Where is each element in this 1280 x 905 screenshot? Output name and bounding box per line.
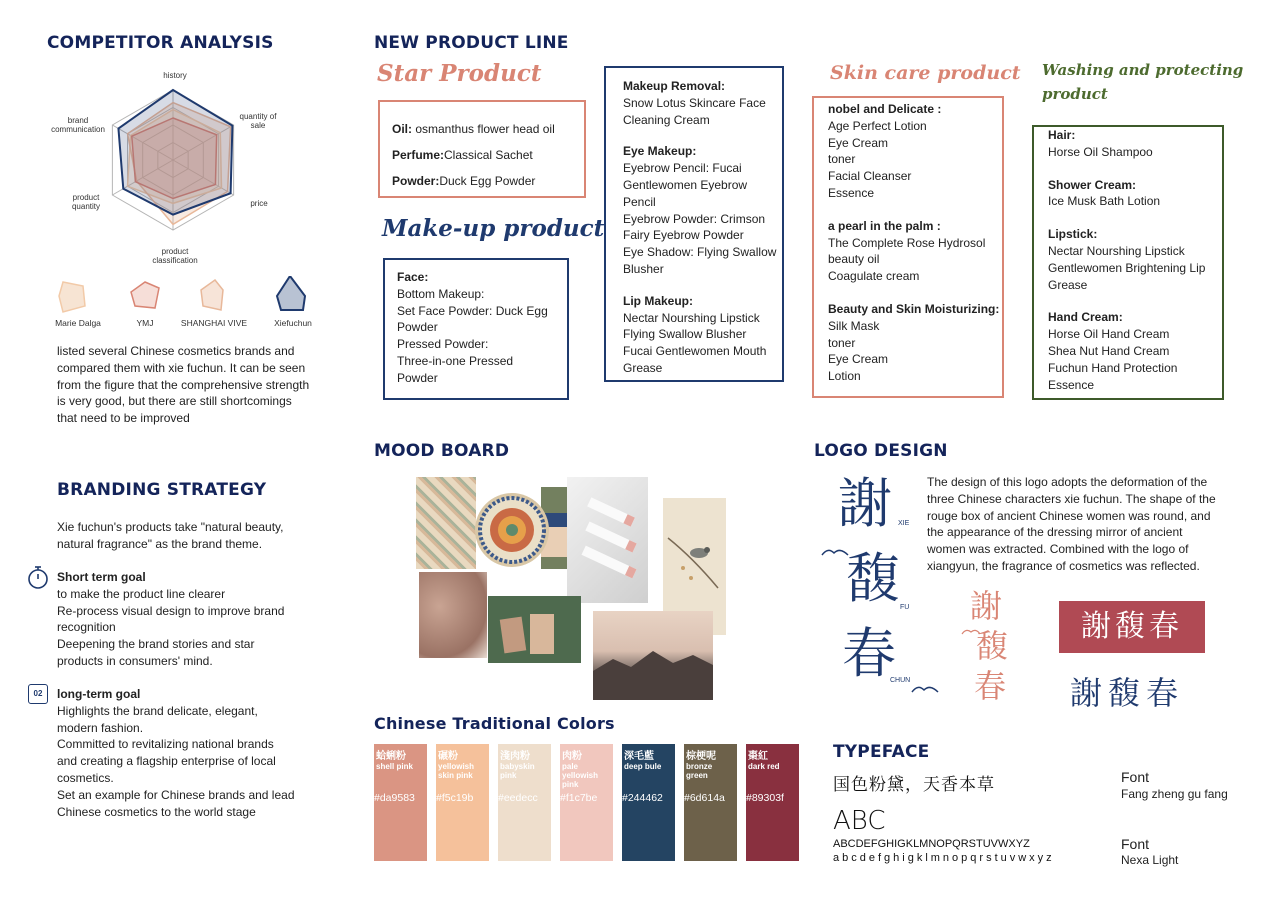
star-item-value: Classical Sachet (444, 148, 533, 162)
axis-label-history: history (163, 71, 187, 80)
cloud-icon (820, 545, 850, 559)
goal-line: Re-process visual design to improve brand (57, 603, 285, 618)
product-line: toner (828, 335, 856, 350)
swatch-cn-name: 肉粉 (562, 751, 582, 762)
star-item-label: Powder: (392, 174, 440, 188)
product-line: Eyebrow Pencil: Fucai (623, 161, 742, 176)
product-line: Cleaning Cream (623, 112, 710, 127)
desc-line: from the figure that the comprehensive strength (57, 377, 310, 392)
swatch-cn-name: 棗紅 (748, 751, 768, 762)
product-line: toner (828, 152, 856, 167)
product-line: beauty oil (828, 252, 880, 267)
product-line: Coagulate cream (828, 269, 920, 284)
category-head: Hand Cream: (1048, 310, 1123, 325)
font-label-1: Font (1121, 769, 1150, 785)
product-line-title: NEW PRODUCT LINE (374, 33, 569, 53)
radar-series-xie (118, 90, 232, 215)
stopwatch-icon (26, 564, 50, 590)
face-line: Powder (397, 320, 438, 335)
washing-title (1042, 58, 1243, 106)
swatch-cn-name: 深毛藍 (624, 751, 654, 762)
logo-horizontal-plain (1070, 668, 1184, 714)
color-swatch (560, 744, 613, 861)
category-head: Lipstick: (1048, 227, 1098, 242)
face-label: Face: (397, 270, 429, 284)
product-line: Silk Mask (828, 318, 880, 333)
intro-line: natural fragrance" as the brand theme. (57, 536, 263, 551)
product-line: Snow Lotus Skincare Face (623, 95, 766, 110)
swatch-en-name: deep bule (624, 762, 662, 771)
category-head: Beauty and Skin Moisturizing: (828, 301, 1000, 316)
tubes-photo-image (567, 477, 648, 603)
goal-line: Set an example for Chinese brands and lead (57, 787, 295, 802)
star-item-value: osmanthus flower head oil (412, 122, 555, 136)
star-product-title: Star Product (377, 60, 542, 87)
goal-line: Committed to revitalizing national brands (57, 737, 274, 752)
legend-label-marie: Marie Dalga (55, 318, 101, 328)
category-head: Hair: (1048, 128, 1076, 142)
product-line: Flying Swallow Blusher (623, 327, 747, 342)
logo-horizontal-badge (1059, 601, 1205, 653)
swatch-en-name: shell pink (376, 762, 413, 771)
color-swatch (622, 744, 675, 861)
mountain-icon (593, 611, 713, 700)
axis-label-product-classification: product classification (152, 247, 198, 265)
logo-small-char-fu: 馥 (976, 627, 1009, 665)
logo-char-fu: 馥 (846, 547, 900, 610)
product-line: Eye Cream (828, 135, 889, 150)
swatch-en-name: babyskin pink (500, 762, 535, 780)
branding-title: BRANDING STRATEGY (57, 480, 267, 500)
product-line: Essence (828, 185, 875, 200)
typeface-upper: ABCDEFGHIGKLMNOPQRSTUVWXYZ (833, 838, 1030, 850)
desc-line: is very good, but there are still shortcomings (57, 394, 292, 409)
calendar-badge: 02 (33, 689, 43, 698)
legend-icons (55, 276, 315, 318)
category-head: Makeup Removal: (623, 79, 726, 93)
legend-label-xie: Xiefuchun (274, 318, 312, 328)
category-head: nobel and Delicate : (828, 102, 942, 116)
goal-line: cosmetics. (57, 770, 114, 785)
long-term-title: long-term goal (57, 687, 141, 701)
skin-care-list (828, 101, 999, 385)
intro-line: Xie fuchun's products take "natural beauty, (57, 520, 284, 534)
axis-label-product-quantity: product quantity (71, 193, 101, 211)
plain-char-fu: 馥 (1108, 674, 1147, 712)
desc-line: listed several Chinese cosmetics brands and (57, 344, 295, 358)
skin-care-title: Skin care product (830, 62, 1021, 84)
product-line: Grease (1048, 277, 1088, 292)
product-line: Blusher (623, 261, 664, 276)
competitor-description (57, 343, 347, 427)
product-box-image (488, 596, 581, 663)
star-item (392, 168, 555, 194)
swatch-hex: #244462 (622, 792, 663, 804)
product-line: Lotion (828, 369, 861, 384)
logo-desc-line: the appearance of the dressing mirror of ancient (927, 525, 1183, 540)
product-line: Nectar Nourshing Lipstick (1048, 243, 1185, 258)
calendar-icon (28, 684, 48, 704)
product-line: Shea Nut Hand Cream (1048, 343, 1170, 358)
logo-pin-xie: XIE (898, 520, 910, 527)
color-swatch (498, 744, 551, 861)
face-line: Set Face Powder: Duck Egg (397, 303, 548, 318)
swatch-hex: #89303f (746, 792, 784, 804)
swatch-cn-name: 淺肉粉 (500, 751, 530, 762)
product-line: Fucai Gentlewomen Mouth (623, 344, 767, 359)
goal-line: Highlights the brand delicate, elegant, (57, 703, 258, 718)
logo-desc-line: xiangyun, the fragrance of cosmetics was reflected. (927, 558, 1200, 573)
swatch-en-name: dark red (748, 762, 780, 771)
cloud-icon (960, 626, 982, 636)
product-line: Eye Cream (828, 352, 889, 367)
logo-desc-line: rouge box of ancient Chinese women was round, and (927, 508, 1211, 523)
product-line: Fairy Eyebrow Powder (623, 228, 744, 243)
badge-char-xie: 謝 (1081, 609, 1115, 644)
swatch-cn-name: 棕梗呢 (686, 751, 716, 762)
desc-line: compared them with xie fuchun. It can be seen (57, 360, 306, 375)
face-line: Bottom Makeup: (397, 286, 485, 301)
legend-label-ymj: YMJ (136, 318, 154, 328)
logo-description (927, 474, 1247, 575)
logo-small-char-chun: 春 (974, 667, 1007, 705)
product-line: Facial Cleanser (828, 169, 912, 184)
product-line: Nectar Nourshing Lipstick (623, 310, 760, 325)
goal-line: Chinese cosmetics to the world stage (57, 804, 256, 819)
legend-marie-icon (59, 282, 85, 312)
competitor-title: COMPETITOR ANALYSIS (47, 33, 274, 53)
color-swatch (684, 744, 737, 861)
typeface-lower: abcdefghigklmnopqrstuvwxyz (833, 852, 1055, 864)
typeface-cn-sample: 国色粉黛，天香本草 (833, 775, 995, 795)
axis-label-brand-communication: brand communication (51, 116, 105, 134)
product-line: The Complete Rose Hydrosol (828, 235, 986, 250)
short-term-title: Short term goal (57, 570, 146, 584)
great-wall-image (593, 611, 713, 700)
star-item-value: Duck Egg Powder (439, 174, 536, 188)
swatch-en-name: bronze green (686, 762, 713, 780)
box-1 (500, 617, 527, 654)
makeup-detail-list (623, 78, 776, 377)
logo-char-xie: 謝 (838, 472, 892, 535)
axis-label-quantity-of-sale: quantity of sale (239, 112, 277, 130)
logo-pin-fu: FU (900, 604, 910, 611)
product-line: Gentlewomen Brightening Lip (1048, 260, 1206, 275)
legend-ymj-icon (131, 282, 159, 308)
color-swatch (436, 744, 489, 861)
face-line: Powder (397, 370, 438, 385)
radar-chart (95, 80, 265, 250)
font-name-1: Fang zheng gu fang (1121, 787, 1228, 801)
axis-label-price: price (250, 199, 268, 208)
logo-desc-line: three Chinese characters xie fuchun. The shape of the (927, 491, 1216, 506)
goal-line: and creating a flagship enterprise of local (57, 754, 276, 769)
logo-desc-line: women was extracted. Combined with the logo of (927, 542, 1189, 557)
star-product-list (392, 116, 555, 194)
long-term-goal (57, 686, 337, 820)
short-term-goal (57, 569, 337, 670)
cloud-icon (910, 682, 940, 696)
category-head: a pearl in the palm : (828, 218, 941, 233)
box-2 (530, 614, 554, 654)
color-swatch (746, 744, 799, 861)
badge-char-fu: 馥 (1115, 609, 1149, 644)
product-line: Essence (1048, 377, 1095, 392)
logo-pin-chun: CHUN (890, 677, 911, 684)
goal-line: products in consumers' mind. (57, 653, 213, 668)
goal-line: recognition (57, 620, 116, 635)
legend-xie-icon (277, 276, 305, 310)
star-item (392, 116, 555, 142)
logo-desc-line: The design of this logo adopts the deformation of the (927, 475, 1208, 489)
tube-1 (587, 497, 635, 526)
font-label-2: Font (1121, 836, 1150, 852)
plain-char-chun: 春 (1146, 674, 1185, 712)
logo-title: LOGO DESIGN (814, 441, 948, 461)
typeface-abc: ABC (833, 806, 886, 836)
typeface-title: TYPEFACE (833, 742, 930, 762)
mood-board-title: MOOD BOARD (374, 441, 510, 461)
swatch-hex: #f5c19b (436, 792, 474, 804)
ornamental-plate-image (474, 482, 550, 578)
goal-line: Deepening the brand stories and star (57, 637, 255, 652)
swatch-hex: #6d614a (684, 792, 725, 804)
category-head: Shower Cream: (1048, 177, 1137, 192)
product-line: Grease (623, 360, 663, 375)
swatch-en-name: yellowish skin pink (438, 762, 475, 780)
goal-line: to make the product line clearer (57, 586, 226, 601)
washing-list (1048, 127, 1205, 393)
makeup-title: Make-up product (382, 215, 605, 242)
goal-line: modern fashion. (57, 720, 144, 735)
face-line: Pressed Powder: (397, 337, 489, 352)
logo-char-chun: 春 (842, 622, 896, 685)
star-item (392, 142, 555, 168)
plain-char-xie: 謝 (1070, 674, 1109, 712)
legend-vive-icon (201, 280, 223, 310)
swatch-hex: #da9583 (374, 792, 415, 804)
product-line: Ice Musk Bath Lotion (1048, 194, 1161, 209)
product-line: Pencil (623, 194, 656, 209)
washing-title-line-1: Washing and protecting (1042, 61, 1244, 79)
branding-intro (57, 519, 283, 553)
product-line: Horse Oil Hand Cream (1048, 327, 1170, 342)
washing-title-line-2: product (1042, 85, 1108, 103)
swatch-hex: #eedecc (498, 792, 538, 804)
product-line: Gentlewomen Eyebrow (623, 177, 748, 192)
desc-line: that need to be improved (57, 411, 190, 426)
swatch-cn-name: 碾粉 (438, 751, 458, 762)
color-swatch (374, 744, 427, 861)
font-name-2: Nexa Light (1121, 853, 1179, 867)
badge-char-chun: 春 (1149, 609, 1183, 644)
swatch-hex: #f1c7be (560, 792, 598, 804)
swatch-cn-name: 蛤蜊粉 (376, 751, 406, 762)
product-line: Horse Oil Shampoo (1048, 144, 1153, 159)
face-line: Three-in-one Pressed (397, 353, 514, 368)
category-head: Lip Makeup: (623, 293, 694, 308)
floral-fabric-image (416, 477, 476, 569)
product-line: Fuchun Hand Protection (1048, 360, 1178, 375)
swatch-en-name: pale yellowish pink (562, 762, 599, 789)
colors-title: Chinese Traditional Colors (374, 714, 615, 733)
product-line: Age Perfect Lotion (828, 118, 927, 133)
product-line: Eye Shadow: Flying Swallow (623, 245, 777, 260)
category-head: Eye Makeup: (623, 144, 697, 159)
star-item-label: Perfume: (392, 148, 445, 162)
face-list (397, 269, 548, 387)
legend-label-vive: SHANGHAI VIVE (180, 318, 248, 328)
product-line: Eyebrow Powder: Crimson (623, 211, 766, 226)
logo-small-char-xie: 謝 (970, 587, 1003, 625)
rock-texture-image (419, 572, 487, 658)
star-item-label: Oil: (392, 122, 412, 136)
